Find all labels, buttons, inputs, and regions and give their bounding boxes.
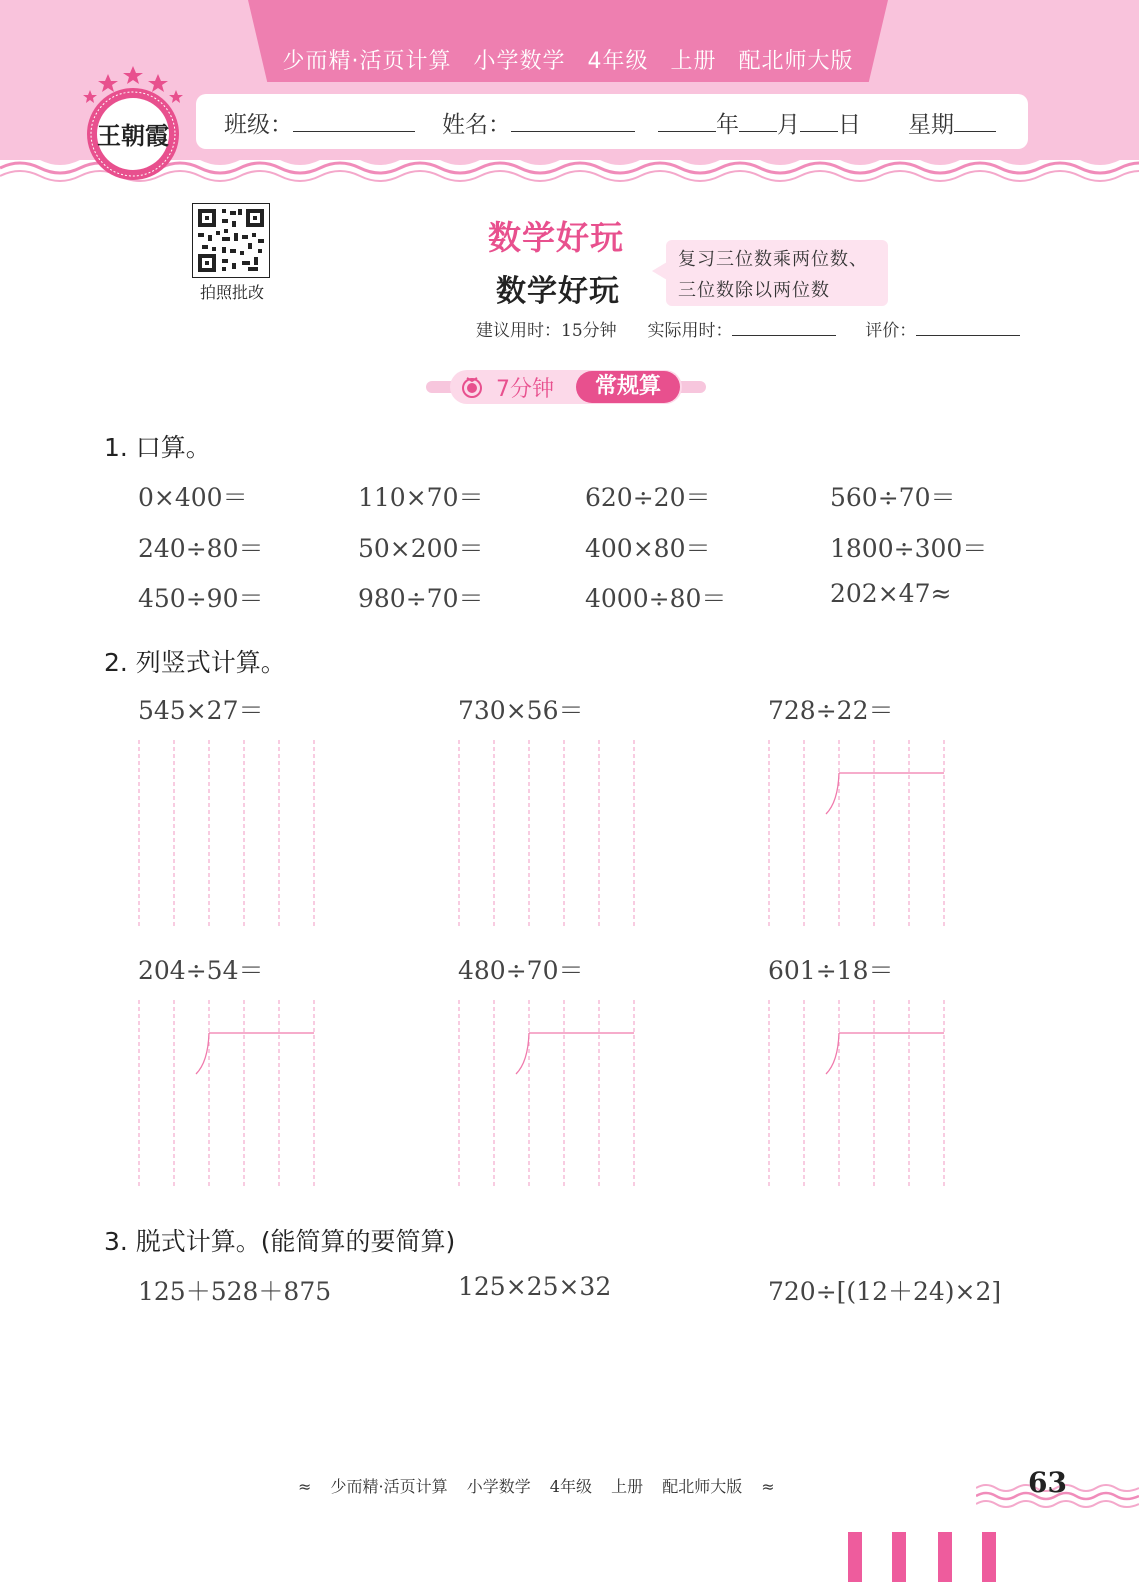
class-field[interactable] <box>224 106 415 139</box>
division-bracket <box>826 773 944 814</box>
oral-problem: 620÷20＝ <box>585 483 711 512</box>
section-3-title: 3. 脱式计算。(能简算的要简算) <box>104 1227 456 1256</box>
page-number: 63 <box>1028 1466 1067 1499</box>
oral-problem: 400×80＝ <box>585 534 711 563</box>
timer-banner <box>426 370 706 404</box>
evaluation-field[interactable] <box>916 317 1020 336</box>
step-problem: 125×25×32 <box>458 1272 612 1301</box>
oral-problem: 560÷70＝ <box>830 483 956 512</box>
oral-problem: 4000÷80＝ <box>585 584 727 613</box>
division-bracket <box>826 1033 944 1074</box>
name-field[interactable] <box>442 106 635 139</box>
wave-icon: ≈ <box>298 1477 312 1496</box>
actual-time-field[interactable] <box>732 317 836 336</box>
vertical-problem: 480÷70＝ <box>458 956 584 985</box>
work-grid-division[interactable] <box>454 1000 644 1190</box>
logo-brand: 王朝霞 <box>97 121 169 150</box>
lesson-title-pink: 数学好玩 <box>488 218 624 257</box>
topic-line-2: 三位数除以两位数 <box>678 280 830 301</box>
actual-time-label: 实际用时： <box>647 321 733 341</box>
oral-problem: 980÷70＝ <box>358 584 484 613</box>
oral-problem: 202×47≈ <box>830 579 952 608</box>
oral-problem: 0×400＝ <box>138 483 248 512</box>
category-badge: 常规算 <box>576 371 680 403</box>
oral-problem: 110×70＝ <box>358 483 484 512</box>
work-grid-division[interactable] <box>134 1000 324 1190</box>
suggested-time: 建议用时：15分钟 <box>476 321 617 341</box>
work-grid-multiply[interactable] <box>454 740 644 930</box>
class-label: 班级： <box>224 112 293 138</box>
lesson-title: 数学好玩 <box>496 274 620 309</box>
footer-subject: 小学数学 <box>466 1477 531 1496</box>
footer-edition: 配北师大版 <box>662 1477 743 1496</box>
name-label: 姓名： <box>442 112 511 138</box>
series-title <box>248 44 888 75</box>
qr-code-icon[interactable] <box>192 203 270 278</box>
time-meta-row <box>476 316 1020 341</box>
footer-grade: 4年级 <box>549 1477 592 1496</box>
topic-line-1: 复习三位数乘两位数、 <box>678 249 868 270</box>
wave-icon: ≈ <box>761 1477 775 1496</box>
topic-box <box>666 240 888 306</box>
footer-bars-decoration <box>848 1532 1008 1582</box>
oral-problem: 50×200＝ <box>358 534 484 563</box>
vertical-problem: 545×27＝ <box>138 696 264 725</box>
step-problem: 720÷[(12＋24)×2] <box>768 1277 1002 1306</box>
qr-caption: 拍照批改 <box>199 283 264 302</box>
medal-icon <box>460 375 484 399</box>
vertical-problem: 728÷22＝ <box>768 696 894 725</box>
footer-volume: 上册 <box>611 1477 644 1496</box>
footer-series <box>298 1474 789 1497</box>
day-label: 日 <box>838 112 861 138</box>
student-info-box <box>196 94 1028 149</box>
work-grid-division[interactable] <box>764 1000 954 1190</box>
oral-problem: 450÷90＝ <box>138 584 264 613</box>
work-grid-multiply[interactable] <box>134 740 324 930</box>
work-grid-division[interactable] <box>764 740 954 930</box>
series-subject: 小学数学 <box>473 49 566 74</box>
series-grade: 4年级 <box>587 49 649 74</box>
brand-logo <box>78 64 188 182</box>
topic-pointer <box>652 262 667 280</box>
division-bracket <box>196 1033 314 1074</box>
vertical-problem: 601÷18＝ <box>768 956 894 985</box>
vertical-problem: 730×56＝ <box>458 696 584 725</box>
vertical-problem: 204÷54＝ <box>138 956 264 985</box>
series-volume: 上册 <box>670 49 717 74</box>
series-edition: 配北师大版 <box>738 49 854 74</box>
date-field[interactable] <box>658 106 861 139</box>
year-label: 年 <box>716 112 739 138</box>
series-name: 少而精·活页计算 <box>282 49 452 74</box>
timer-label: 7分钟 <box>496 377 554 402</box>
division-bracket <box>516 1033 634 1074</box>
step-problem: 125＋528＋875 <box>138 1277 332 1306</box>
month-label: 月 <box>777 112 800 138</box>
oral-problem: 240÷80＝ <box>138 534 264 563</box>
oral-problem: 1800÷300＝ <box>830 534 988 563</box>
weekday-field[interactable] <box>908 106 996 139</box>
weekday-label: 星期 <box>908 112 954 138</box>
section-1-title: 1. 口算。 <box>104 433 211 462</box>
evaluation-label: 评价： <box>865 321 917 341</box>
section-2-title: 2. 列竖式计算。 <box>104 648 286 677</box>
footer-series-name: 少而精·活页计算 <box>330 1477 448 1496</box>
